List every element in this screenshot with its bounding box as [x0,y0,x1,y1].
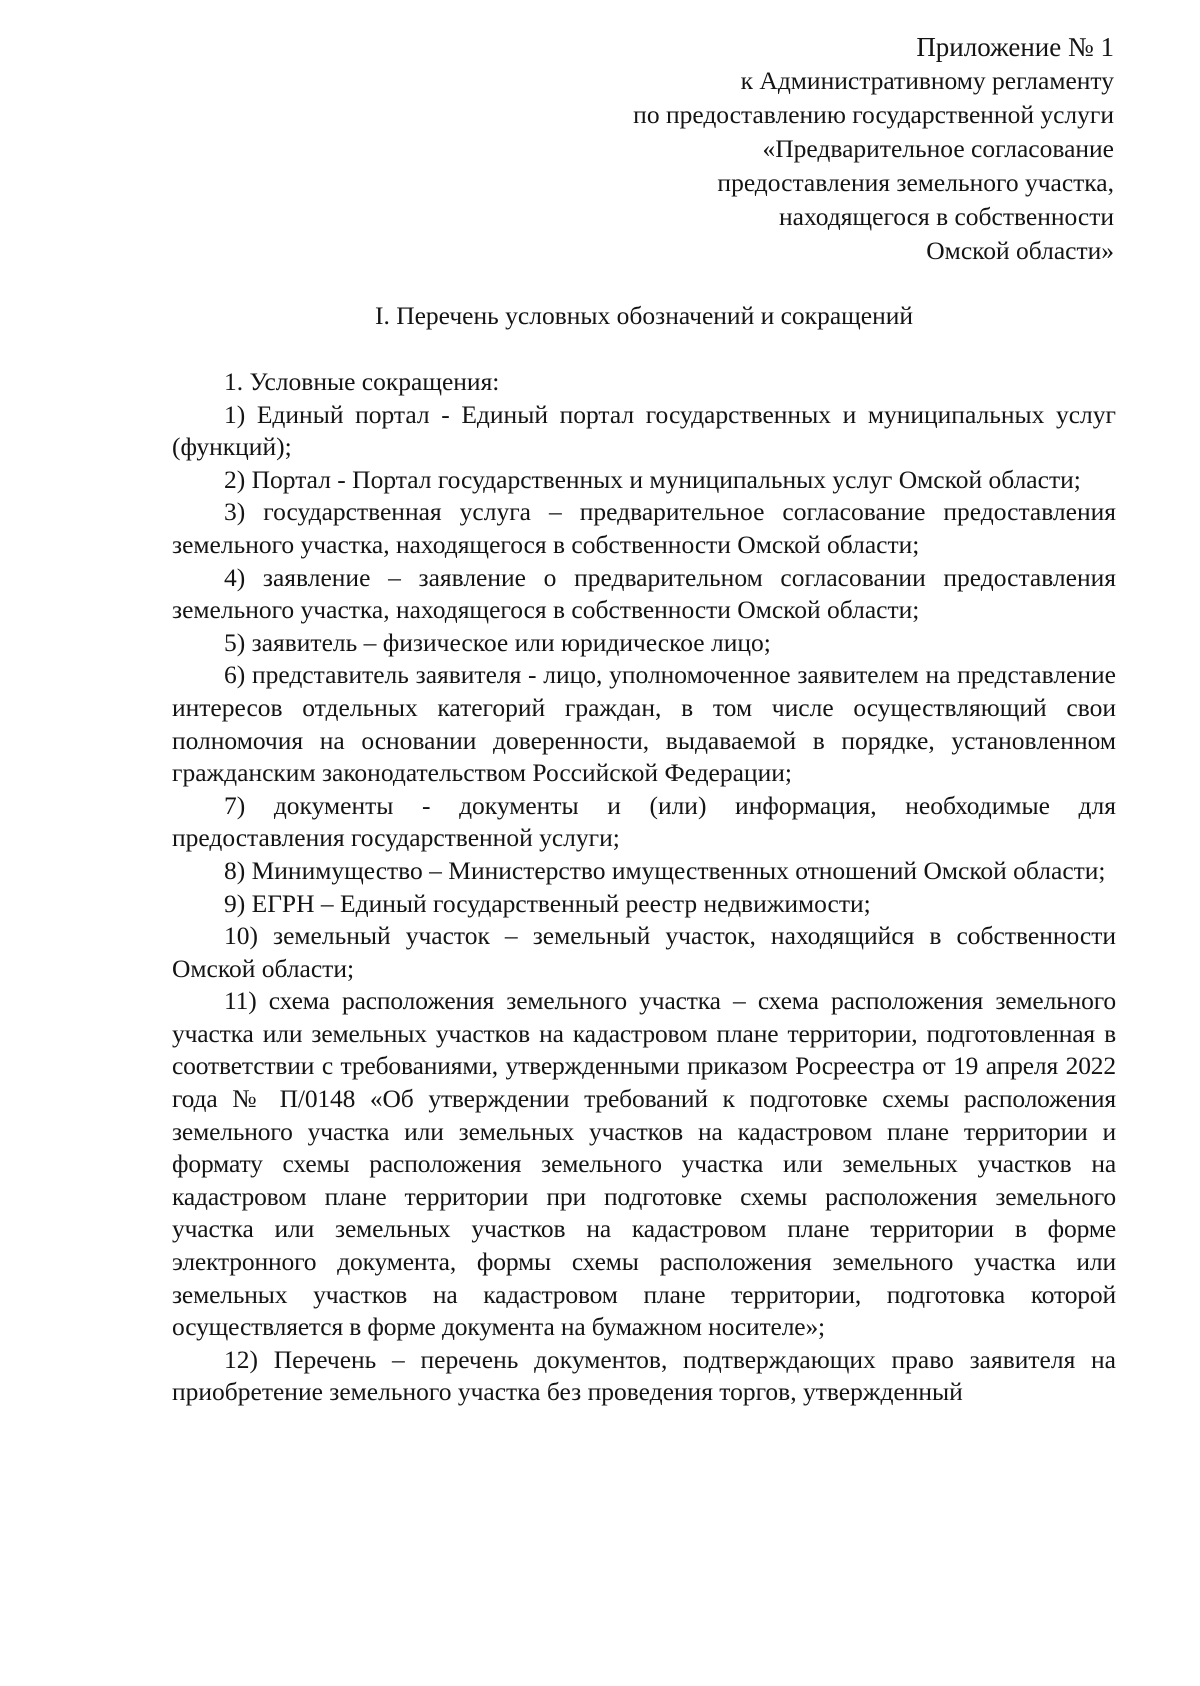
appendix-header-line: к Административному регламенту [740,66,1114,95]
list-item: 4) заявление – заявление о предварительном согласовании предоставления земельного участка, находящегося в собственности Омской области; [172,562,1116,625]
list-item: 8) Минимущество – Министерство имущественных отношений Омской области; [224,855,1106,885]
list-item: 3) государственная услуга – предварительное согласование предоставления земельного участка, находящегося в собственности Омской области; [172,497,1116,559]
appendix-header-line: находящегося в собственности [779,202,1114,231]
appendix-header-line: предоставления земельного участка, [717,168,1114,197]
intro-paragraph: 1. Условные сокращения: [224,367,500,396]
list-item: 1) Единый портал - Единый портал государственных и муниципальных услуг (функций); [172,399,1116,462]
appendix-header-line: по предоставлению государственной услуги [633,100,1114,129]
list-item: 6) представитель заявителя - лицо, уполномоченное заявителем на представление интересов отдельных категорий граждан, в том числе осуществляющий свои полномочия на основании доверенности, выдаваемой в порядке, установленном гражданским законодательством Российской Федерации; [172,660,1116,788]
appendix-header [414,30,1114,268]
appendix-header-line: «Предварительное согласование [762,134,1114,163]
list-item: 9) ЕГРН – Единый государственный реестр недвижимости; [224,888,871,918]
list-item: 10) земельный участок – земельный участок, находящийся в собственности Омской области; [172,921,1116,983]
document-body [172,366,1116,1409]
list-item: 7) документы - документы и (или) информация, необходимые для предоставления государственной услуги; [172,790,1116,853]
list-item: 5) заявитель – физическое или юридическое лицо; [224,627,771,657]
section-title: I. Перечень условных обозначений и сокращений [374,301,914,330]
list-item: 12) Перечень – перечень документов, подтверждающих право заявителя на приобретение земельного участка без проведения торгов, утвержденный [172,1344,1116,1407]
appendix-number: Приложение № 1 [916,32,1114,62]
list-item: 11) схема расположения земельного участка – схема расположения земельного участка или земельных участков на кадастровом плане территории, подготовленная в соответствии с требованиями, утвержденными приказом Росреестра от 19 апреля 2022 года № П/0148 «Об утверждении требований к подготовке схемы расположения земельного участка или земельных участков на кадастровом плане территории и формату схемы расположения земельного участка или земельных участков на кадастровом плане территории при подготовке схемы расположения земельного участка или земельных участков на кадастровом плане территории в форме электронного документа, формы схемы расположения земельного участка или земельных участков на кадастровом плане территории, подготовка которой осуществляется в форме документа на бумажном носителе»; [172,986,1116,1342]
appendix-header-line: Омской области» [926,236,1114,265]
list-item: 2) Портал - Портал государственных и муниципальных услуг Омской области; [224,464,1081,494]
